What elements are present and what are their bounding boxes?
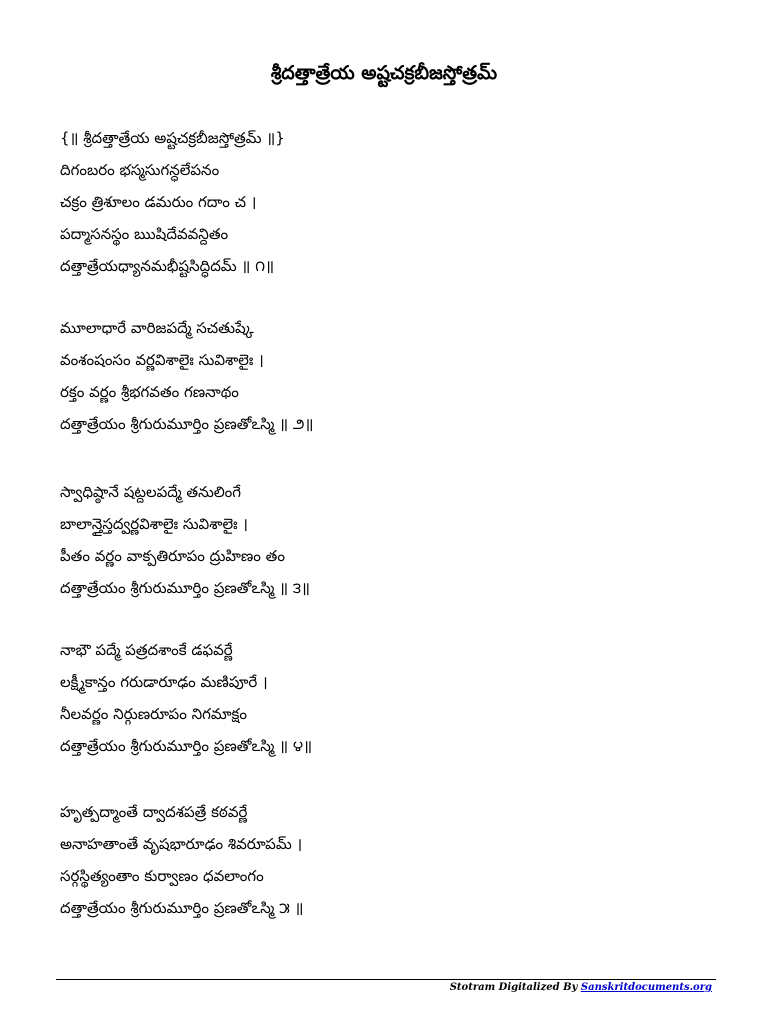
verse-line: స్వాధిష్ఠానే షట్దలపద్మే తనులింగే [60,483,242,501]
verse-block-1 [60,122,740,282]
verse-line: దత్తాత్రేయం శ్రీగురుమూర్తిం ప్రణతోఽస్మి ॥ ౪॥ [60,737,313,755]
verse-block-2 [60,312,740,440]
verse-line: దత్తాత్రేయం శ్రీగురుమూర్తిం ప్రణతోఽస్మి ॥ ౩॥ [60,579,311,597]
verse-line: సర్గస్థిత్యంతాం కుర్వాణం ధవలాంగం [60,867,264,885]
verse-line: లక్ష్మీకాన్తం గరుడారూఢం మణిపూరే । [60,673,268,691]
verse-block-3 [60,476,740,604]
verse-line: నీలవర్ణం నిర్గుణరూపం నిగమాక్షం [60,705,247,723]
verse-line: దత్తాత్రేయధ్యానమభీష్టసిద్ధిదమ్ ॥ ౧॥ [60,257,275,275]
verse-line: హృత్పద్మాంతే ద్వాదశపత్రే కఠవర్ణే [60,803,248,821]
footer-divider [56,979,716,980]
verse-line: {॥ శ్రీదత్తాత్రేయ అష్టచక్రబీజస్తోత్రమ్ ॥} [60,129,285,147]
verse-line: వంశంషంసం వర్ణవిశాలైః సువిశాలైః । [60,351,264,369]
verse-block-4 [60,634,740,762]
verse-line: చక్రం త్రిశూలం డమరుం గదాం చ । [60,193,257,211]
verse-line: దత్తాత్రేయం శ్రీగురుమూర్తిం ప్రణతోఽస్మి ॥ ౨॥ [60,415,314,433]
verse-line: మూలాధారే వారిజపద్మే సచతుష్కే [60,319,254,337]
verse-block-5 [60,796,740,924]
verse-line: బాలాన్తైస్తద్వర్ణవిశాలైః సువిశాలైః । [60,515,248,533]
page-title: శ్రీదత్తాత్రేయ అష్టచక్రబీజస్తోత్రమ్ [270,62,498,84]
verse-line: పద్మాసనస్థం ఋషిదేవవన్దితం [60,225,229,243]
verse-line: రక్తం వర్ణం శ్రీభగవతం గణనాథం [60,383,239,401]
verse-line: దత్తాత్రేయం శ్రీగురుమూర్తిం ప్రణతోఽస్మి ౫ ॥ [60,899,304,917]
footer-credit [450,981,712,995]
footer-credit-prefix: Stotram Digitalized By [449,982,581,993]
verse-line: పీతం వర్ణం వాక్పతిరూపం ద్రుహిణం తం [60,547,285,565]
verse-line: అనాహతాంతే వృషభారూఢం శివరూపమ్ । [60,835,303,853]
verse-line: దిగంబరం భస్మసుగన్ధలేపనం [60,161,220,179]
footer-link[interactable]: Sanskritdocuments.org [580,982,712,993]
verse-line: నాభౌ పద్మే పత్రదశాంకే డఫవర్ణే [60,641,233,659]
